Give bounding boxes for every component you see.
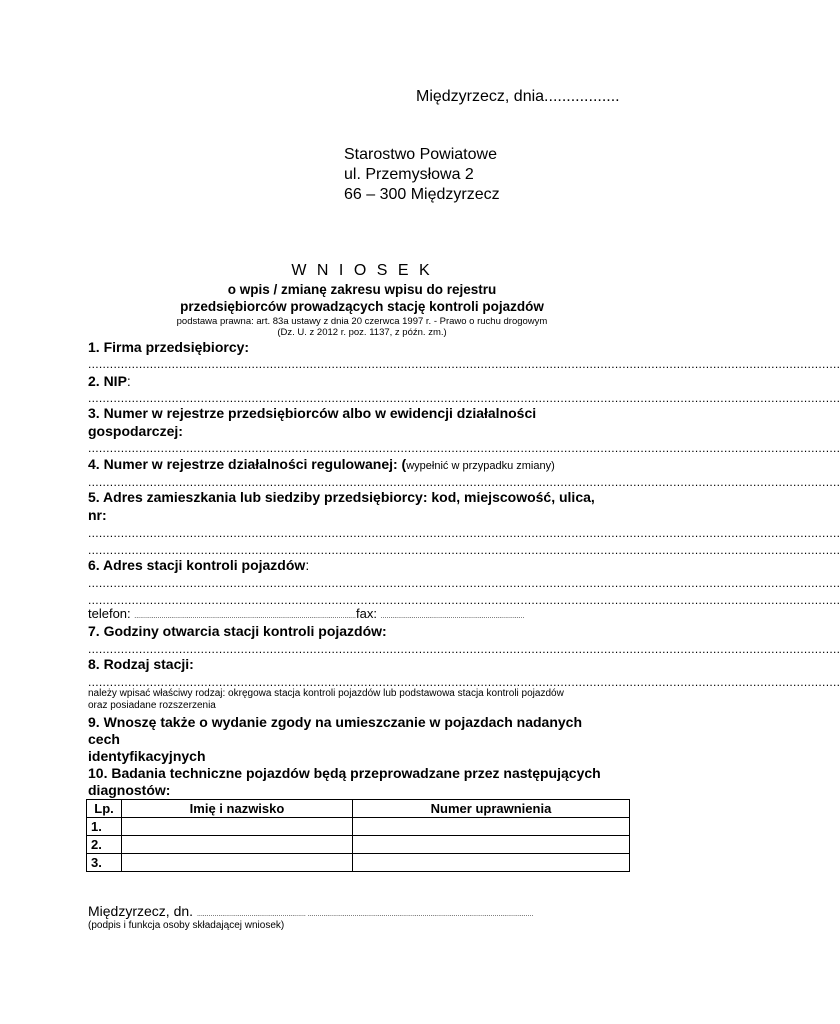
addressee-line-2: ul. Przemysłowa 2 [344,166,474,183]
section-9-line-2: cech [88,731,120,747]
name-cell[interactable] [122,818,353,836]
license-cell[interactable] [353,836,630,854]
section-8-note-line-1: należy wpisać właściwy rodzaj: okręgowa stacja kontroli pojazdów lub podstawowa stacja kontroli pojazdów [88,688,564,699]
section-8-note-line-2: oraz posiadane rozszerzenia [88,700,216,711]
section-6-fill-line-2[interactable]: ............................................................................................................................................................................................................... [88,593,840,607]
section-5-heading-line-1: 5. Adres zamieszkania lub siedziby przedsiębiorcy: kod, miejscowość, ulica, [88,489,595,505]
section-10-line-1: 10. Badania techniczne pojazdów będą przeprowadzane przez następujących [88,765,601,781]
footer-place-date-label: Międzyrzecz, dn. [88,903,194,919]
section-5-fill-line-2[interactable]: ............................................................................................................................................................................................................... [88,543,840,557]
phone-fax-row [88,606,525,621]
addressee-line-3: 66 – 300 Międzyrzecz [344,186,500,203]
section-7-fill-line[interactable]: ............................................................................................................................................................................................................... [88,642,840,656]
license-cell[interactable] [353,818,630,836]
section-5-fill-line-1[interactable]: ............................................................................................................................................................................................................... [88,526,840,540]
name-cell[interactable] [122,836,353,854]
phone-label: telefon: [88,606,131,621]
fax-label: fax: [356,606,377,621]
place-date-header: Międzyrzecz, dnia................. [416,88,620,105]
section-1-heading: 1. Firma przedsiębiorcy: [88,339,250,355]
row-number: 2. [87,836,122,854]
section-5-heading-line-2: nr: [88,507,107,523]
diagnosticians-table [86,799,630,872]
footer-place-date [88,903,533,919]
fax-fill-line[interactable]: .......................................................................... [380,613,525,620]
table-header-row [87,800,630,818]
section-3-fill-line[interactable]: ............................................................................................................................................................................................................... [88,441,840,455]
section-1-fill-line[interactable]: ............................................................................................................................................................................................................... [88,357,840,371]
form-title: W N I O S E K [291,262,433,279]
name-cell[interactable] [122,854,353,872]
row-number: 1. [87,818,122,836]
license-cell[interactable] [353,854,630,872]
table-row [87,818,630,836]
phone-fill-line[interactable]: .................................................................................................................. [134,613,356,620]
section-8-heading: 8. Rodzaj stacji: [88,656,194,672]
section-4-heading: 4. Numer w rejestrze działalności regulowanej: (wypełnić w przypadku zmiany) [88,456,555,472]
legal-basis-line-1: podstawa prawna: art. 83a ustawy z dnia 20 czerwca 1997 r. - Prawo o ruchu drogowym [176,316,548,327]
section-3-heading-line-2: gospodarczej: [88,423,183,439]
section-9-line-3: identyfikacyjnych [88,748,206,764]
column-header-license-number: Numer uprawnienia [353,800,630,818]
section-2-heading: 2. NIP: [88,373,131,389]
table-row [87,836,630,854]
section-8-fill-line[interactable]: ............................................................................................................................................................................................................... [88,675,840,689]
addressee-line-1: Starostwo Powiatowe [344,146,497,163]
section-7-heading: 7. Godziny otwarcia stacji kontroli pojazdów: [88,623,387,639]
section-2-fill-line[interactable]: ............................................................................................................................................................................................................... [88,391,840,405]
table-row [87,854,630,872]
section-3-heading-line-1: 3. Numer w rejestrze przedsiębiorców albo w ewidencji działalności [88,405,537,421]
section-10-line-2: diagnostów: [88,782,171,798]
column-header-lp: Lp. [87,800,122,818]
signature-note: (podpis i funkcja osoby składającej wniosek) [88,920,285,931]
signature-fill-line[interactable]: ........................................................ .................................................................................................................... [196,911,534,918]
section-4-fill-line[interactable]: ............................................................................................................................................................................................................... [88,475,840,489]
section-6-fill-line-1[interactable]: ............................................................................................................................................................................................................... [88,576,840,590]
section-9-line-1: 9. Wnoszę także o wydanie zgody na umieszczanie w pojazdach nadanych [88,714,583,730]
form-subtitle-line-1: o wpis / zmianę zakresu wpisu do rejestru [227,282,497,297]
row-number: 3. [87,854,122,872]
form-subtitle-line-2: przedsiębiorców prowadzących stację kontroli pojazdów [180,299,544,314]
section-6-heading: 6. Adres stacji kontroli pojazdów: [88,557,310,573]
legal-basis-line-2: (Dz. U. z 2012 r. poz. 1137, z późn. zm.) [277,327,447,338]
column-header-name: Imię i nazwisko [122,800,353,818]
